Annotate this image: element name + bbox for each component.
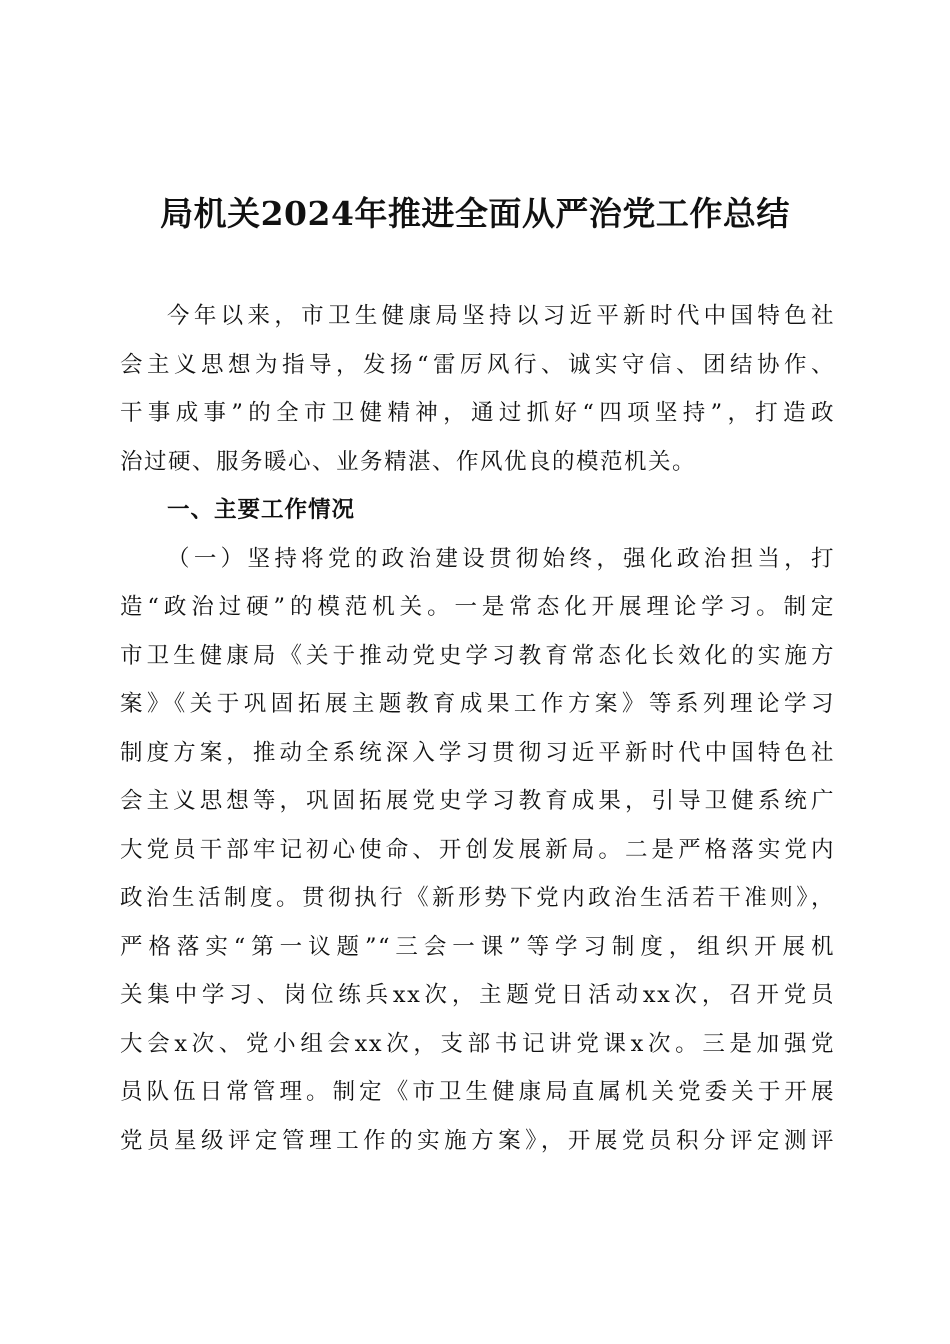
paragraph-line: 今年以来，市卫生健康局坚持以习近平新时代中国特色社 bbox=[167, 303, 835, 329]
paragraph-line: 市卫生健康局《关于推动党史学习教育常态化长效化的实施方 bbox=[120, 642, 835, 669]
paragraph-line: 员队伍日常管理。制定《市卫生健康局直属机关党委关于开展 bbox=[120, 1079, 835, 1105]
paragraph-line: 大党员干部牢记初心使命、开创发展新局。二是严格落实党内 bbox=[120, 836, 835, 863]
paragraph-line: 干事成事”的全市卫健精神，通过抓好“四项坚持”，打造政 bbox=[120, 400, 835, 426]
paragraph-line: 会主义思想等，巩固拓展党史学习教育成果，引导卫健系统广 bbox=[120, 788, 835, 814]
paragraph-line: 党员星级评定管理工作的实施方案》，开展党员积分评定测评 bbox=[120, 1127, 835, 1154]
paragraph-line: 政治生活制度。贯彻执行《新形势下党内政治生活若干准则》， bbox=[120, 885, 835, 911]
paragraph-line: 大会x次、党小组会xx次，支部书记讲党课x次。三是加强党 bbox=[120, 1030, 835, 1057]
paragraph-line: 治过硬、服务暖心、业务精湛、作风优良的模范机关。 bbox=[120, 448, 697, 475]
paragraph-line: 造“政治过硬”的模范机关。一是常态化开展理论学习。制定 bbox=[120, 594, 835, 620]
paragraph-line: （一）坚持将党的政治建设贯彻始终，强化政治担当，打 bbox=[167, 545, 835, 572]
section-heading: 一、主要工作情况 bbox=[167, 497, 356, 523]
paragraph-line: 严格落实“第一议题”“三会一课”等学习制度，组织开展机 bbox=[120, 933, 835, 960]
paragraph-line: 会主义思想为指导，发扬“雷厉风行、诚实守信、团结协作、 bbox=[120, 351, 835, 378]
paragraph-line: 制度方案，推动全系统深入学习贯彻习近平新时代中国特色社 bbox=[120, 739, 835, 766]
document-title: 局机关2024年推进全面从严治党工作总结 bbox=[160, 194, 790, 233]
document-body bbox=[120, 292, 835, 1165]
paragraph-line: 关集中学习、岗位练兵xx次，主题党日活动xx次，召开党员 bbox=[120, 982, 835, 1008]
paragraph-line: 案》《关于巩固拓展主题教育成果工作方案》等系列理论学习 bbox=[120, 691, 835, 717]
